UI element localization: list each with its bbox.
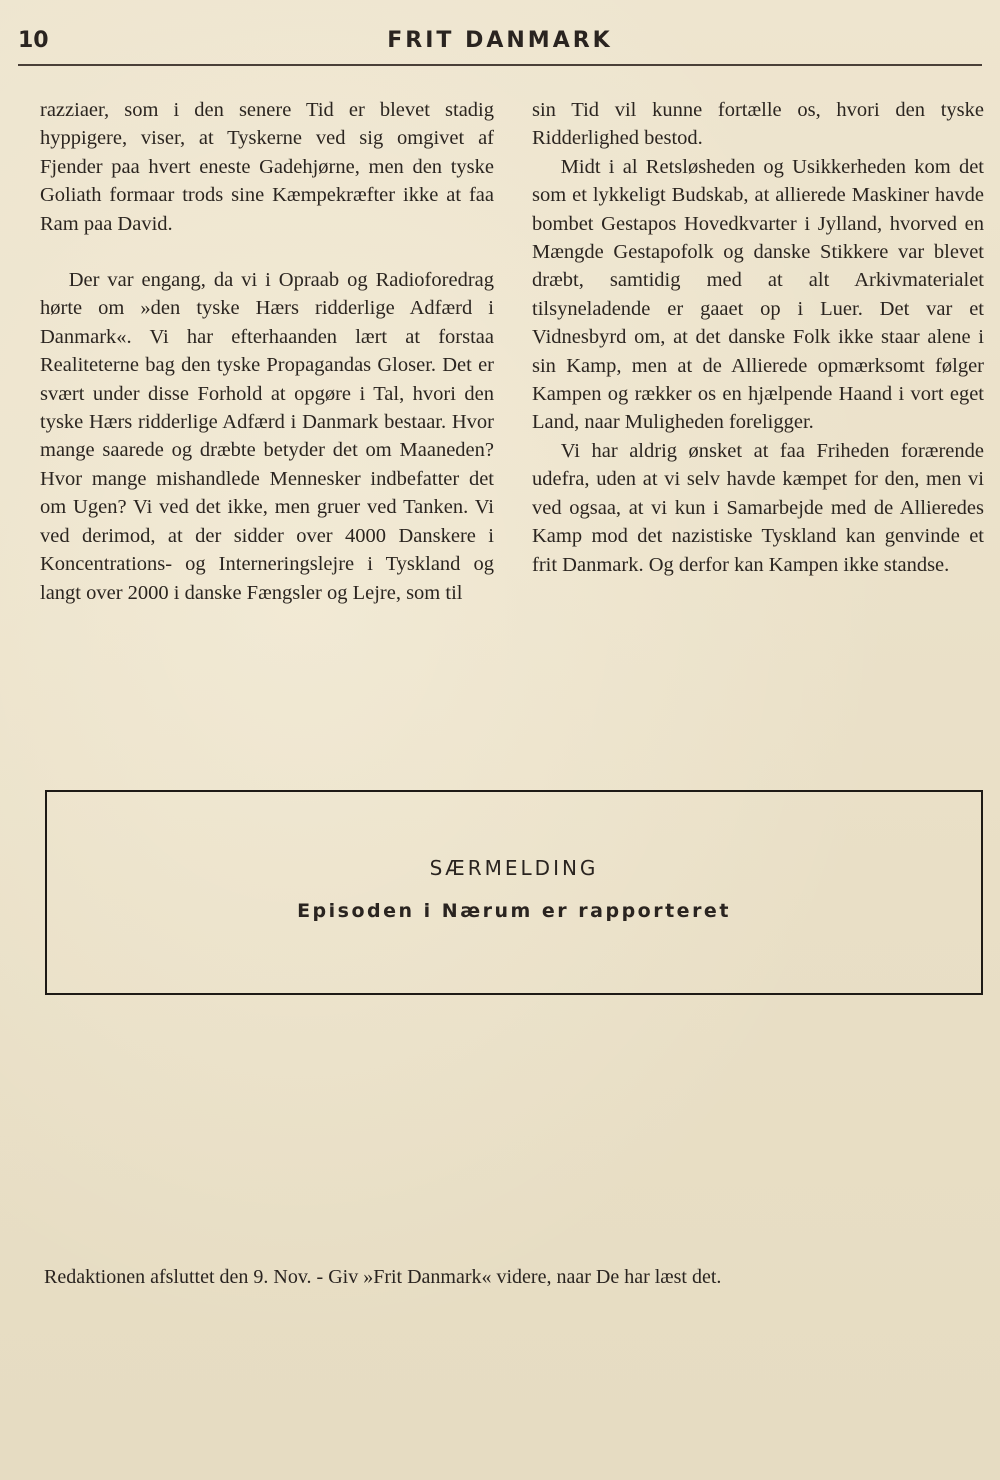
right-paragraph-2: Midt i al Retsløsheden og Usikkerheden kom det som et lykkeligt Budskab, at allierede Maskiner havde bombet Gestapos Hovedkvarter i Jylland, hvorved en Mængde Gestapofolk og danske Stikkere var blevet dræbt, samtidig med at alt Arkivmaterialet tilsyneladende er gaaet op i Luer. Det var et Vidnesbyrd om, at det danske Folk ikke staar alene i sin Kamp, men at de Allierede opmærksomt følger Kampen og rækker os en hjælpende Haand i vort eget Land, naar Muligheden foreligger.	[532, 155, 984, 434]
right-paragraph-1: sin Tid vil kunne fortælle os, hvori den tyske Ridderlighed bestod.	[532, 99, 984, 150]
masthead-title: FRIT DANMARK	[387, 28, 613, 53]
notice-title: SÆRMELDING	[429, 856, 599, 880]
left-column	[40, 96, 494, 607]
editorial-footer: Redaktionen afsluttet den 9. Nov. - Giv »Frit Danmark« videre, naar De har læst det.	[44, 1266, 722, 1288]
page-number: 10	[18, 28, 49, 53]
page-header	[18, 26, 982, 60]
right-paragraph-3: Vi har aldrig ønsket at faa Friheden forærende udefra, uden at vi selv havde kæmpet for den, men vi ved ogsaa, at vi kun i Samarbejde med de Allieredes Kamp mod det nazistiske Tyskland kan genvinde et frit Danmark. Og derfor kan Kampen ikke standse.	[532, 439, 984, 576]
notice-subtitle: Episoden i Nærum er rapporteret	[297, 900, 731, 922]
right-column	[532, 96, 984, 579]
left-paragraph-1: razziaer, som i den senere Tid er blevet stadig hyppigere, viser, at Tyskerne ved sig omgivet af Fjender paa hvert eneste Gadehjørne, men den tyske Goliath formaar trods sine Kæmpekræfter ikke at faa Ram paa David.	[40, 99, 494, 235]
left-paragraph-2: Der var engang, da vi i Opraab og Radioforedrag hørte om »den tyske Hærs ridderlige Adfærd i Danmark«. Vi har efterhaanden lært at forstaa Realiteterne bag den tyske Propagandas Gloser. Det er svært under disse Forhold at opgøre i Tal, hvori den tyske Hærs ridderlige Adfærd i Danmark bestaar. Hvor mange saarede og dræbte betyder det om Maaneden? Hvor mange mishandlede Mennesker indbefatter det om Ugen? Vi ved det ikke, men gruer ved Tanken. Vi ved derimod, at der sidder over 4000 Danskere i Koncentrations- og Interneringslejre i Tyskland og langt over 2000 i danske Fængsler og Lejre, som til	[40, 269, 494, 604]
header-rule	[18, 64, 982, 66]
special-notice-box	[45, 790, 983, 995]
